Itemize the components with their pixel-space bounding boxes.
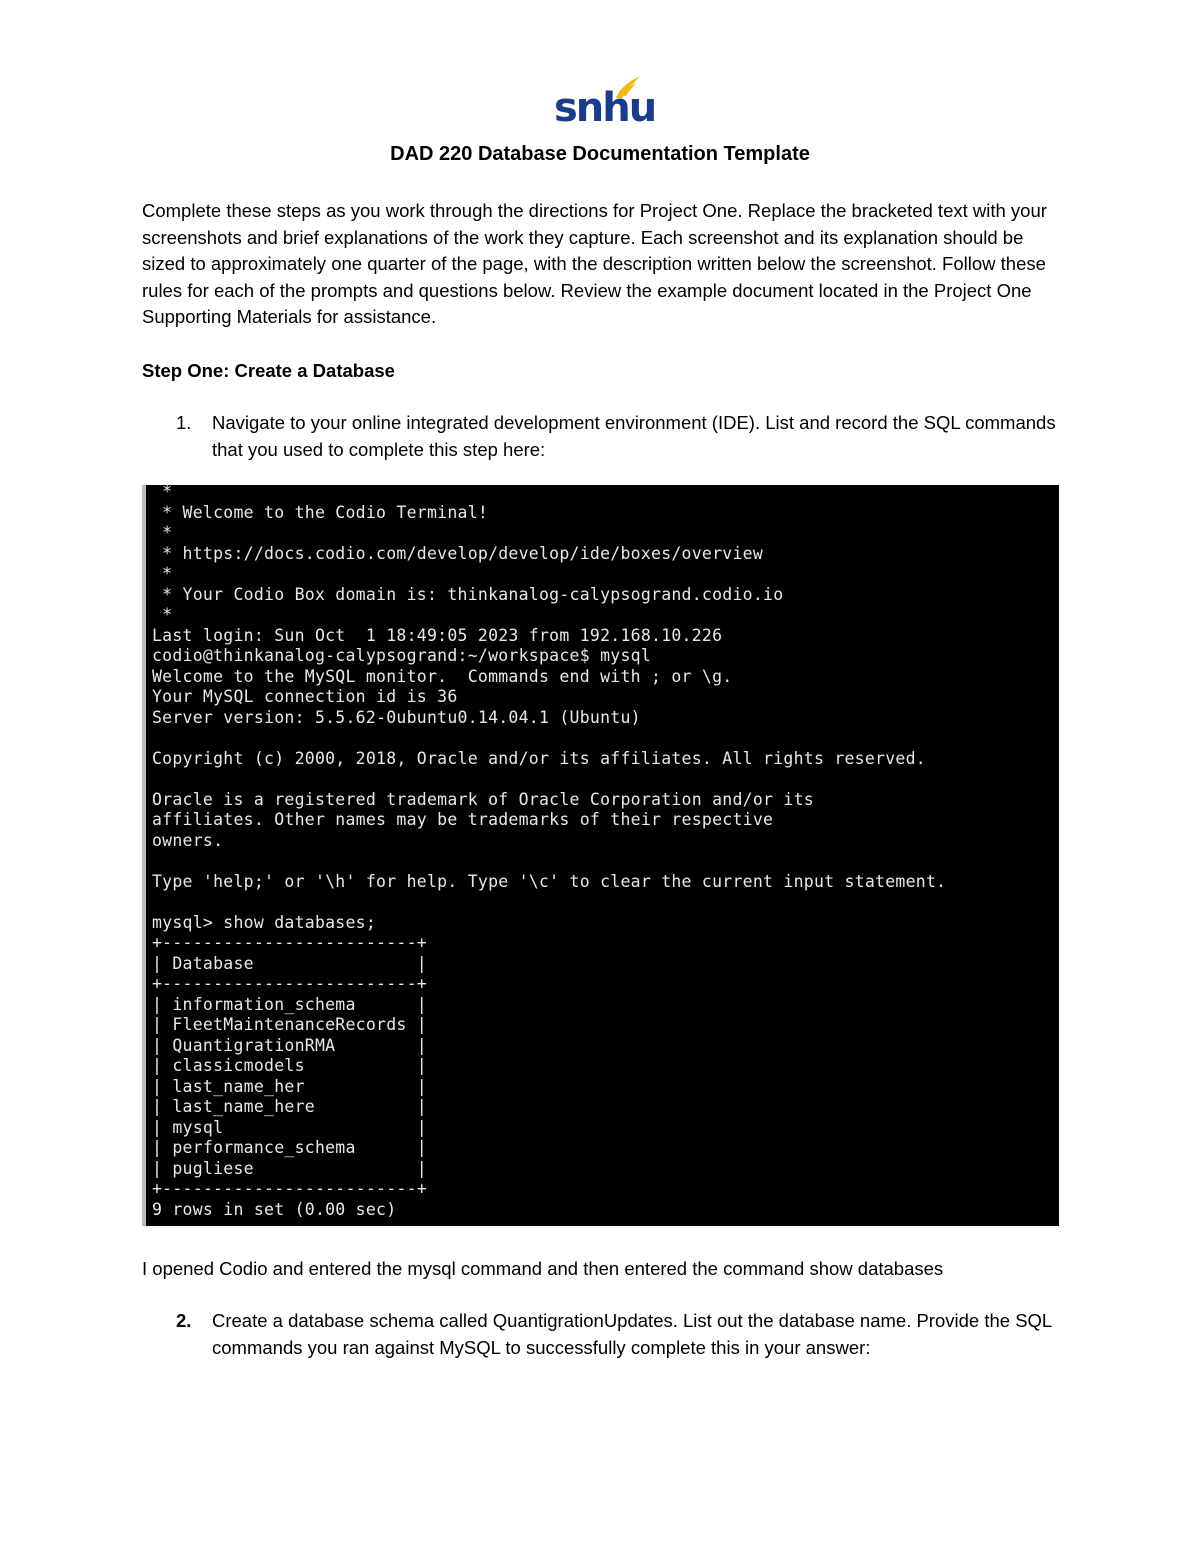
terminal-line bbox=[152, 892, 946, 913]
document-title: DAD 220 Database Documentation Template bbox=[390, 143, 810, 165]
terminal-line: | QuantigrationRMA | bbox=[152, 1035, 427, 1055]
terminal-line: * bbox=[152, 564, 173, 583]
terminal-line: | last_name_her | bbox=[152, 1076, 427, 1096]
terminal-line: +-------------------------+ bbox=[152, 933, 427, 952]
terminal-line: Oracle is a registered trademark of Oracle Corporation and/or its bbox=[152, 789, 814, 809]
list-item-number: 1. bbox=[176, 412, 192, 433]
terminal-line: Server version: 5.5.62-0ubuntu0.14.04.1 (Ubuntu) bbox=[152, 707, 641, 727]
terminal-line: | pugliese | bbox=[152, 1158, 427, 1178]
terminal-line: | FleetMaintenanceRecords | bbox=[152, 1015, 427, 1034]
terminal-line: codio@thinkanalog-calypsogrand:~/workspace$ mysql bbox=[152, 646, 652, 665]
terminal-line: +-------------------------+ bbox=[152, 974, 427, 993]
terminal-line: | last_name_here | bbox=[152, 1097, 427, 1116]
terminal-line: Last login: Sun Oct 1 18:49:05 2023 from 192.168.10.226 bbox=[152, 625, 723, 645]
terminal-output bbox=[152, 485, 946, 1220]
terminal-line bbox=[152, 769, 946, 790]
terminal-line: * https://docs.codio.com/develop/develop/ide/boxes/overview bbox=[152, 543, 764, 563]
terminal-line: * Welcome to the Codio Terminal! bbox=[152, 502, 489, 522]
terminal-line: owners. bbox=[152, 830, 224, 850]
snhu-logo bbox=[554, 74, 656, 134]
terminal-line: affiliates. Other names may be trademarks of their respective bbox=[152, 810, 774, 829]
list-item-text: Navigate to your online integrated development environment (IDE). List and record the SQL commands that you used to complete this step here: bbox=[212, 412, 1056, 460]
terminal-line: | classicmodels | bbox=[152, 1056, 427, 1075]
instructions-paragraph: Complete these steps as you work through the directions for Project One. Replace the bracketed text with your screenshots and brief explanations of the work they capture. Each screenshot and its explanation should be sized to approximately one quarter of the page, with the description written below the screenshot. Follow these rules for each of the prompts and questions below. Review the example document located in the Project One Supporting Materials for assistance. bbox=[142, 200, 1047, 328]
terminal-line: | information_schema | bbox=[152, 994, 427, 1014]
terminal-line: 9 rows in set (0.00 sec) bbox=[152, 1199, 397, 1219]
terminal-line: Your MySQL connection id is 36 bbox=[152, 687, 458, 706]
screenshot-explanation: I opened Codio and entered the mysql command and then entered the command show databases bbox=[142, 1258, 944, 1279]
list-item-2 bbox=[142, 1308, 1062, 1361]
logo-wordmark: snhu bbox=[554, 85, 656, 131]
terminal-line: Type 'help;' or '\h' for help. Type '\c' to clear the current input statement. bbox=[152, 871, 947, 891]
terminal-line bbox=[152, 851, 946, 872]
terminal-window-edge bbox=[142, 485, 146, 1226]
list-item-number: 2. bbox=[176, 1310, 192, 1331]
terminal-line: * bbox=[152, 485, 173, 501]
terminal-screenshot bbox=[142, 485, 1059, 1226]
list-item-1 bbox=[142, 410, 1062, 463]
terminal-line: * Your Codio Box domain is: thinkanalog-calypsogrand.codio.io bbox=[152, 584, 784, 604]
terminal-line: * bbox=[152, 605, 173, 624]
list-item-text: Create a database schema called QuantigrationUpdates. List out the database name. Provide the SQL commands you ran against MySQL to successfully complete this in your answer: bbox=[212, 1310, 1052, 1358]
terminal-line: Welcome to the MySQL monitor. Commands end with ; or \g. bbox=[152, 666, 733, 686]
terminal-line: +-------------------------+ bbox=[152, 1179, 427, 1198]
terminal-line: | performance_schema | bbox=[152, 1138, 427, 1157]
step-one-heading: Step One: Create a Database bbox=[142, 360, 395, 381]
terminal-line: | mysql | bbox=[152, 1117, 427, 1137]
terminal-line: mysql> show databases; bbox=[152, 912, 377, 932]
terminal-line: Copyright (c) 2000, 2018, Oracle and/or its affiliates. All rights reserved. bbox=[152, 748, 926, 768]
terminal-line: | Database | bbox=[152, 953, 427, 973]
terminal-line bbox=[152, 728, 946, 749]
terminal-line: * bbox=[152, 523, 173, 542]
